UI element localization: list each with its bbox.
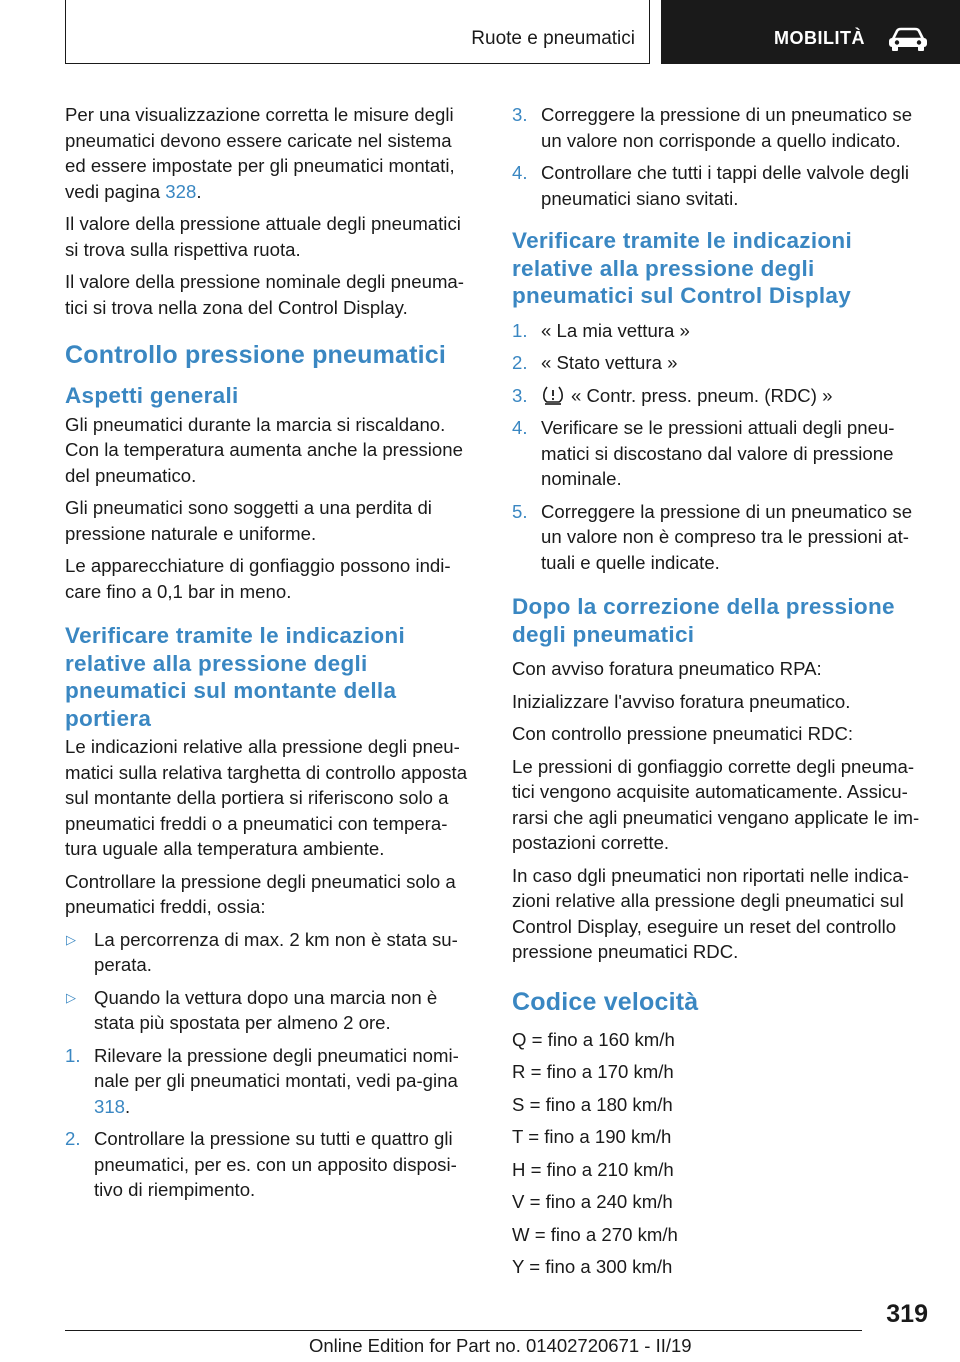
- step-number: 3.: [512, 104, 528, 125]
- step-item: 1. « La mia vettura »: [512, 318, 927, 344]
- paragraph: Con avviso foratura pneumatico RPA:: [512, 658, 822, 679]
- bullet-marker: ▷: [66, 931, 76, 947]
- header-chapter-title: MOBILITÀ: [774, 28, 865, 48]
- speed-code: H = fino a 210 km/h: [512, 1158, 674, 1180]
- step-item: 1. Rilevare la pressione degli pneumatici nomi-nale per gli pneumatici montati, vedi pa-gina 318.: [65, 1044, 459, 1117]
- paragraph: Per una visualizzazione corretta le misure degli pneumatici devono essere caricate nel sistema ed essere impostate per gli pneumatici montati, vedi pagina 328.: [65, 104, 455, 202]
- right-column: [512, 102, 927, 1287]
- speed-code: Y = fino a 300 km/h: [512, 1256, 673, 1277]
- step-number: 4.: [512, 417, 528, 438]
- paragraph: Il valore della pressione nominale degli pneuma-tici si trova nella zona del Control Display.: [65, 271, 464, 318]
- step-item: 5. Correggere la pressione di un pneumatico se un valore non è compreso tra le pressioni at-tuali e quelle indicate.: [512, 500, 913, 573]
- paragraph: Le pressioni di gonfiaggio corrette degli pneuma-tici vengono acquisite automaticamente. Assicu-rarsi che agli pneumatici vengano applicate le im-postazioni corrette.: [512, 755, 920, 853]
- step-item: 2. Controllare la pressione su tutti e quattro gli pneumatici, per es. con un apposito disposi-tivo di riempimento.: [65, 1128, 457, 1200]
- speed-code: Q = fino a 160 km/h: [512, 1028, 675, 1050]
- paragraph: Le apparecchiature di gonfiaggio possono indi-care fino a 0,1 bar in meno.: [65, 555, 451, 602]
- tire-pressure-icon: [541, 384, 565, 406]
- step-number: 5.: [512, 500, 528, 522]
- step-item: 3. Correggere la pressione di un pneumatico se un valore non corrisponde a quello indicato.: [512, 104, 913, 151]
- list-item: ▷ La percorrenza di max. 2 km non è stata su-perata.: [66, 928, 458, 975]
- step-number: 1.: [512, 319, 528, 341]
- paragraph: Inizializzare l'avviso foratura pneumatico.: [512, 690, 851, 712]
- step-number: 3.: [512, 384, 528, 406]
- subsection-heading: Dopo la correzione della pressione degli pneumatici: [512, 594, 895, 647]
- step-item: 4. Controllare che tutti i tappi delle valvole degli pneumatici siano svitati.: [512, 162, 909, 209]
- paragraph: Gli pneumatici sono soggetti a una perdita di pressione naturale e uniforme.: [65, 497, 432, 544]
- left-column: [65, 102, 477, 1210]
- section-heading: Controllo pressione pneumatici: [65, 341, 447, 369]
- speed-code: R = fino a 170 km/h: [512, 1061, 674, 1082]
- step-number: 4.: [512, 162, 528, 183]
- header-chapter-box: [661, 0, 960, 64]
- speed-code: S = fino a 180 km/h: [512, 1093, 673, 1115]
- step-item: 4. Verificare se le pressioni attuali degli pneu-matici si discostano dal valore di pressione nominale.: [512, 417, 895, 489]
- subsection-heading: Aspetti generali: [65, 383, 239, 408]
- step-number: 1.: [65, 1044, 81, 1066]
- step-item: 2. « Stato vettura »: [512, 350, 927, 376]
- step-number: 2.: [65, 1128, 81, 1149]
- list-item: ▷ Quando la vettura dopo una marcia non è stata più spostata per almeno 2 ore.: [66, 986, 438, 1033]
- subsection-heading: Verificare tramite le indicazioni relative alla pressione degli pneumatici sul Control Display: [512, 228, 853, 308]
- footer-divider: [65, 1330, 862, 1331]
- paragraph: Le indicazioni relative alla pressione degli pneu-matici sulla relativa targhetta di controllo apposta sul montante della portiera si riferiscono solo a pneumatici freddi o a pneumatici con tempera-tura uguale alla temperatura ambiente.: [65, 736, 468, 859]
- car-icon: [887, 26, 929, 52]
- step-item: 3. « Contr. press. pneum. (RDC) »: [512, 383, 927, 409]
- paragraph: Con controllo pressione pneumatici RDC:: [512, 723, 854, 744]
- paragraph: In caso dgli pneumatici non riportati nelle indica-zioni relative alla pressione degli pneumatici sul Control Display, eseguire un reset del controllo pressione pneumatici RDC.: [512, 864, 909, 962]
- section-heading: Codice velocità: [512, 987, 699, 1016]
- speed-code: T = fino a 190 km/h: [512, 1126, 672, 1147]
- page-link[interactable]: 328: [165, 180, 197, 202]
- header-section-title: Ruote e pneumatici: [471, 28, 635, 49]
- header-section-box: [65, 0, 650, 64]
- step-number: 2.: [512, 352, 528, 373]
- paragraph: Il valore della pressione attuale degli pneumatici si trova sulla rispettiva ruota.: [65, 213, 461, 260]
- speed-code: W = fino a 270 km/h: [512, 1223, 678, 1245]
- paragraph: Controllare la pressione degli pneumatici solo a pneumatici freddi, ossia:: [65, 870, 456, 917]
- paragraph: Gli pneumatici durante la marcia si riscaldano. Con la temperatura aumenta anche la pressione del pneumatico.: [65, 413, 463, 486]
- page-number: 319: [886, 1300, 928, 1328]
- page-link[interactable]: 318: [94, 1095, 126, 1117]
- speed-code: V = fino a 240 km/h: [512, 1191, 673, 1212]
- footer-edition: Online Edition for Part no. 01402720671 - II/19: [309, 1335, 692, 1356]
- bullet-marker: ▷: [66, 989, 76, 1005]
- subsection-heading: Verificare tramite le indicazioni relative alla pressione degli pneumatici sul montante della portiera: [65, 623, 406, 731]
